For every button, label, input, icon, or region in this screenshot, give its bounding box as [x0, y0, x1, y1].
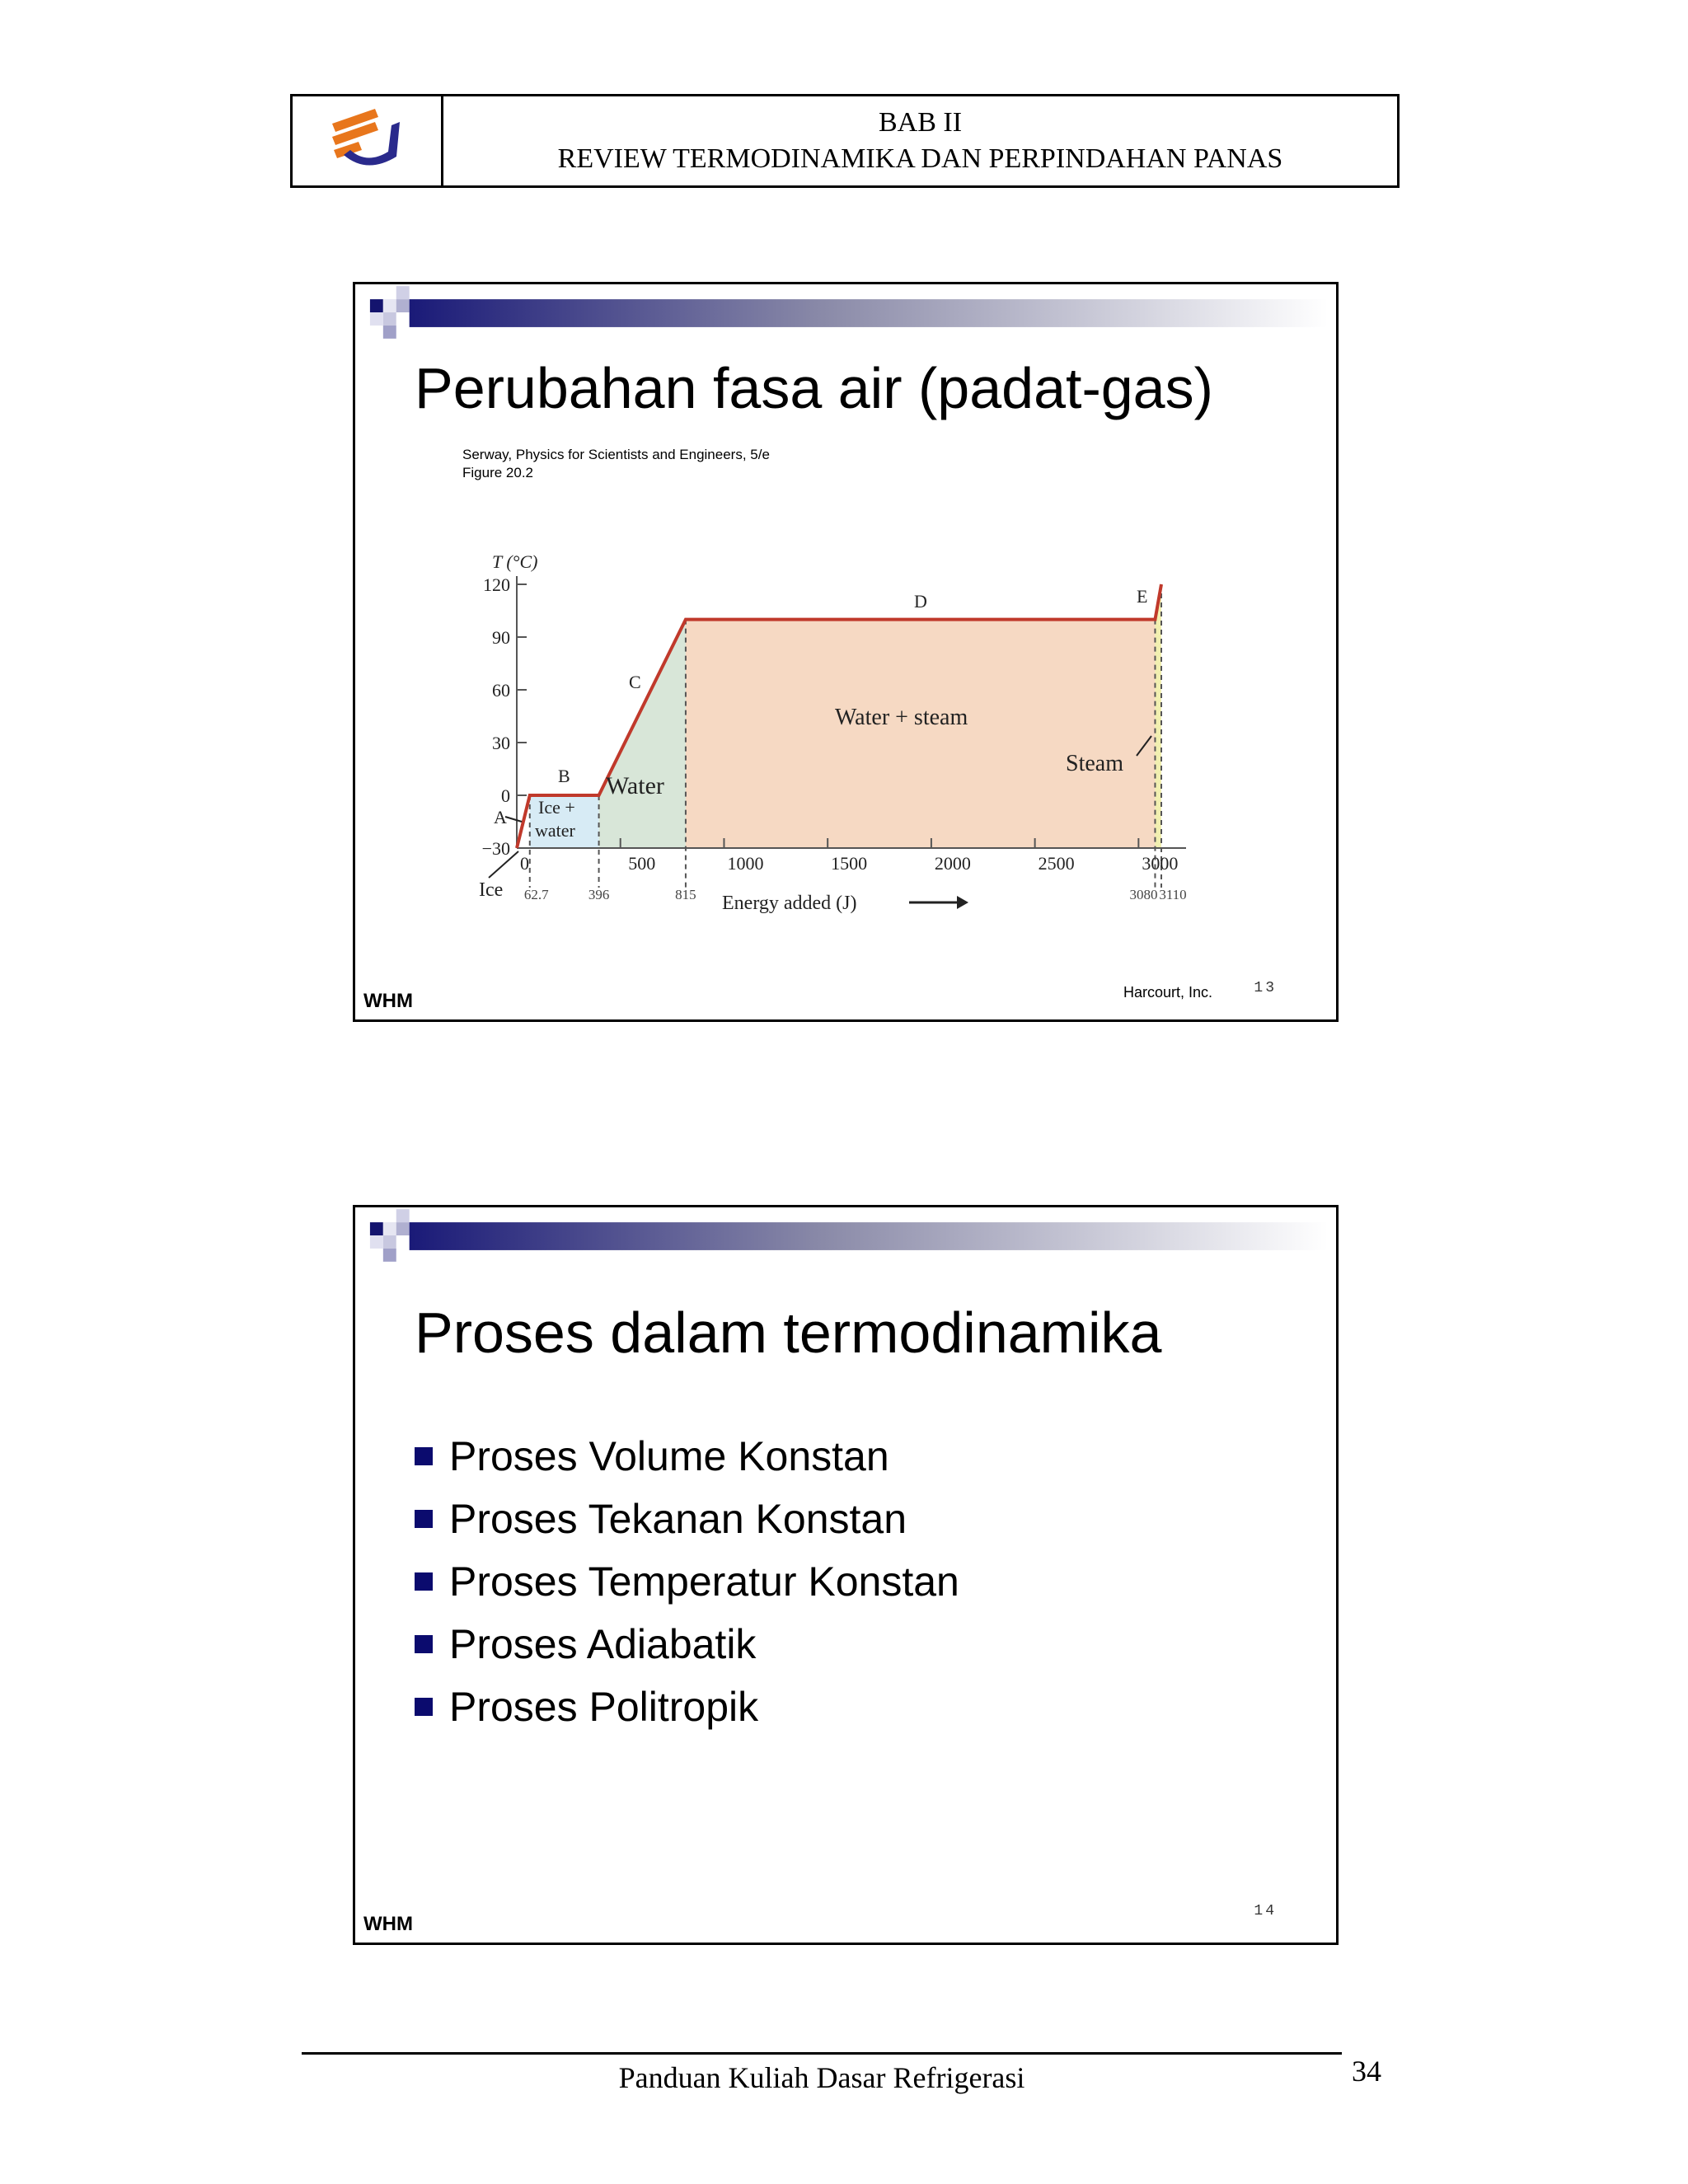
logo-icon	[326, 105, 408, 176]
y-tick-label: 60	[492, 680, 510, 701]
list-item: Proses Adiabatik	[415, 1613, 959, 1675]
chapter-subtitle: REVIEW TERMODINAMIKA DAN PERPINDAHAN PANAS	[557, 143, 1283, 174]
institution-logo	[293, 96, 443, 185]
slide-number: 14	[1254, 1903, 1277, 1919]
x-tick-label: 1500	[831, 853, 868, 874]
water-steam-label: Water + steam	[835, 705, 968, 730]
footer-text: Panduan Kuliah Dasar Refrigerasi	[618, 2061, 1025, 2094]
region-water-steam	[686, 620, 1156, 848]
segment-label: C	[629, 672, 641, 692]
slide-14	[353, 1205, 1339, 1945]
segment-a-pointer	[505, 817, 522, 822]
x-marked-label: 815	[675, 887, 696, 902]
y-tick-label: 0	[501, 785, 510, 806]
ice-water-label-1: Ice +	[538, 797, 575, 818]
phase-change-chart	[355, 284, 1339, 1022]
chapter-label: BAB II	[878, 107, 963, 138]
bullet-square-icon	[415, 1572, 433, 1591]
segment-label: B	[558, 766, 570, 786]
publisher-credit: Harcourt, Inc.	[1123, 984, 1212, 1001]
bullet-square-icon	[415, 1510, 433, 1528]
author-initials: WHM	[363, 990, 413, 1012]
x-tick-label: 2500	[1038, 853, 1075, 874]
author-initials: WHM	[363, 1913, 413, 1935]
segment-label: D	[914, 591, 927, 612]
citation-figure: Figure 20.2	[462, 465, 533, 480]
x-zero-label: 0	[520, 853, 529, 874]
bullet-square-icon	[415, 1698, 433, 1716]
list-item: Proses Politropik	[415, 1675, 959, 1738]
region-steam	[1155, 584, 1161, 848]
header-text	[443, 96, 1397, 185]
x-tick-label: 1000	[727, 853, 764, 874]
process-list	[415, 1425, 959, 1738]
y-axis-label: T (°C)	[492, 551, 538, 572]
x-marked-label: 62.7	[523, 887, 549, 902]
slide-title: Proses dalam termodinamika	[415, 1301, 1162, 1365]
x-tick-label: 500	[628, 853, 656, 874]
region-water	[599, 620, 686, 848]
x-tick-label: 3000	[1142, 853, 1179, 874]
segment-label: E	[1137, 586, 1148, 607]
list-item: Proses Temperatur Konstan	[415, 1550, 959, 1613]
steam-label: Steam	[1066, 751, 1123, 776]
x-marked-label: 396	[588, 887, 610, 902]
bullet-square-icon	[415, 1635, 433, 1653]
y-tick-label: 120	[483, 574, 510, 595]
y-tick-label: −30	[481, 838, 510, 859]
slide-header-bar	[355, 1207, 1336, 1268]
ice-water-label-2: water	[535, 820, 575, 841]
slide-title: Perubahan fasa air (padat-gas)	[415, 356, 1213, 420]
water-label: Water	[606, 772, 664, 799]
x-marked-label: 3110	[1159, 887, 1187, 902]
x-axis-arrowhead-icon	[957, 896, 968, 909]
slide-number: 13	[1254, 980, 1277, 996]
y-tick-label: 90	[492, 627, 510, 648]
page-header	[290, 94, 1400, 188]
segment-label: A	[494, 807, 507, 827]
list-item: Proses Volume Konstan	[415, 1425, 959, 1488]
x-tick-label: 2000	[934, 853, 971, 874]
page-number: 34	[1352, 2055, 1381, 2088]
y-tick-label: 30	[492, 733, 510, 753]
slide-13	[353, 282, 1339, 1022]
x-axis-label: Energy added (J)	[722, 893, 857, 914]
footer-rule	[302, 2052, 1342, 2055]
citation-source: Serway, Physics for Scientists and Engineers, 5/e	[462, 447, 770, 462]
x-marked-label: 3080	[1129, 887, 1158, 902]
bullet-square-icon	[415, 1447, 433, 1465]
ice-label: Ice	[479, 879, 504, 901]
list-item: Proses Tekanan Konstan	[415, 1488, 959, 1550]
